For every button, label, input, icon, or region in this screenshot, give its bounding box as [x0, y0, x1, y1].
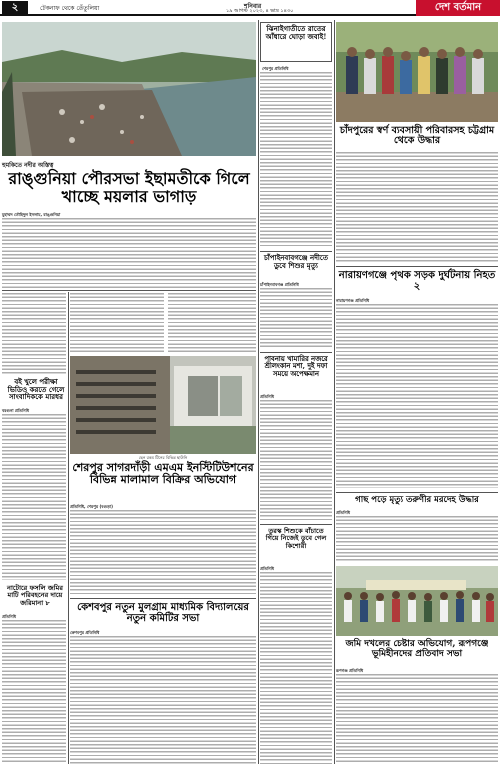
- story-headline-book-exam: বই খুলে পরীক্ষা ভিডিও করতে গেলে সাংবাদিককে মারধর: [7, 377, 65, 402]
- story-body-book-exam: [2, 414, 66, 580]
- divider: [336, 266, 498, 267]
- divider: [260, 352, 332, 353]
- lead-byline: মুহাম্মদ তৌহিদুল ইসলাম, রাঙ্গুনিয়া: [2, 212, 61, 217]
- story-byline-book-exam: বরগুনা প্রতিনিধি: [2, 408, 29, 413]
- story-byline-child-drown: চাঁপাইনবাবগঞ্জ প্রতিনিধি: [260, 282, 299, 287]
- column-rule: [258, 20, 259, 764]
- story-headline-mosquito: পাবনায় খামারির নজরে শ্রীলংকান মশা, দুই দফা সময়ে অপেক্ষমান: [264, 355, 328, 378]
- story-headline-gold-trader: চাঁদপুরের স্বর্ণ ব্যবসায়ী পরিবারসহ চট্টগ্রাম থেকে উদ্ধার: [339, 125, 495, 147]
- lead-body-col3: [168, 293, 256, 353]
- masthead-logo: দেশ বর্তমান: [416, 0, 500, 16]
- story-byline-teenager: প্রতিনিধি: [260, 566, 275, 571]
- column-rule: [334, 20, 335, 764]
- story-body-madrasa: [70, 636, 256, 764]
- story-body-tree-fall: [336, 516, 498, 562]
- story-headline-tree-fall: গাছ পড়ে মৃত্যু তরুণীর মরদেহ উদ্ধার: [355, 495, 479, 505]
- story-body-night-horse: [260, 72, 332, 248]
- header-day: শনিবার: [244, 3, 262, 10]
- section-title: টেকনাফ থেকে তেঁতুলিয়া: [40, 5, 100, 12]
- story-headline-teenager: তুরস্ক শিশুকে বাঁচাতে গিয়ে নিজেই ডুবে গেল কিশোরী: [265, 527, 327, 550]
- story-byline-night-horse: শেরপুর প্রতিনিধি: [262, 66, 289, 71]
- story-body-crop: [2, 620, 66, 764]
- divider: [260, 251, 332, 252]
- story-headline-crop: নাটোরে ফসলি জমির মাটি পরিবহনের দায়ে জরিমানা ৮: [7, 584, 63, 607]
- story-byline-tree-fall: প্রতিনিধি: [336, 510, 351, 515]
- lead-body-col2: [70, 293, 164, 353]
- story-body-child-drown: [260, 288, 332, 348]
- lead-body: [2, 218, 256, 288]
- divider: [260, 524, 332, 525]
- lead-kicker: হুমকিতে নদীর অস্তিত্ব: [2, 162, 54, 169]
- left-col-text: [2, 293, 66, 375]
- divider: [336, 492, 498, 493]
- story-body-mosquito: [260, 400, 332, 520]
- school-photo: [70, 356, 256, 454]
- story-headline-night-horse: ঝিনাইগাতীতে রাতের আঁধারে ঘোড়া জবাই!: [265, 24, 327, 41]
- story-body-sherpur: [70, 510, 256, 596]
- land-grab-photo: [336, 566, 498, 636]
- story-headline-madrasa: কেশবপুর নতুন মুলগ্রাম মাধ্যমিক বিদ্যালয়ের নতুন কমিটির সভা: [77, 602, 249, 624]
- story-body-gold-trader: [336, 152, 498, 262]
- story-byline-narayanganj: নারায়ণগঞ্জ প্রতিনিধি: [336, 298, 370, 303]
- story-byline-mosquito: প্রতিনিধি: [260, 394, 275, 399]
- story-body-narayanganj: [336, 304, 498, 488]
- header-date: ১৯ আগস্ট ২০২৩, ৪ ভাদ্র ১৪৩০: [226, 8, 294, 14]
- page-number: ২: [2, 1, 28, 15]
- gold-trader-photo: [336, 22, 498, 122]
- story-headline-narayanganj: নারায়ণগঞ্জে পৃথক সড়ক দুর্ঘটনায় নিহত ২: [338, 270, 496, 292]
- divider: [2, 290, 256, 291]
- story-body-land-grab: [336, 674, 498, 764]
- story-headline-sherpur: শেরপুর সাগরদাঁড়ী এমএম ইনস্টিটিউশনের বিভিন্ন মালামাল বিক্রির অভিযোগ: [72, 461, 254, 487]
- divider: [70, 598, 256, 599]
- story-byline-land-grab: রূপগঞ্জ প্রতিনিধি: [336, 668, 364, 673]
- lead-photo: [2, 22, 256, 156]
- story-headline-child-drown: চাঁপাইনবাবগঞ্জে নদীতে ডুবে শিশুর মৃত্যু: [264, 253, 328, 270]
- story-byline-sherpur: প্রতিনিধি, শেরপুর (বগুড়া): [70, 504, 113, 509]
- story-body-teenager: [260, 572, 332, 764]
- story-byline-crop: প্রতিনিধি: [2, 614, 17, 619]
- page-header: [0, 0, 500, 16]
- story-byline-madrasa: কেশবপুর প্রতিনিধি: [70, 630, 100, 635]
- lead-headline: রাঙ্গুনিয়া পৌরসভা ইছামতীকে গিলে খাচ্ছে ময়লার ভাগাড়: [8, 169, 250, 206]
- column-rule: [68, 292, 69, 764]
- school-photo-caption: ছেন রকম টিনের বিভিন্ন ছাউনি: [138, 455, 188, 460]
- story-headline-land-grab: জমি দখলের চেষ্টার অভিযোগ, রূপগঞ্জে ভূমিহীনদের প্রতিবাদ সভা: [345, 639, 489, 659]
